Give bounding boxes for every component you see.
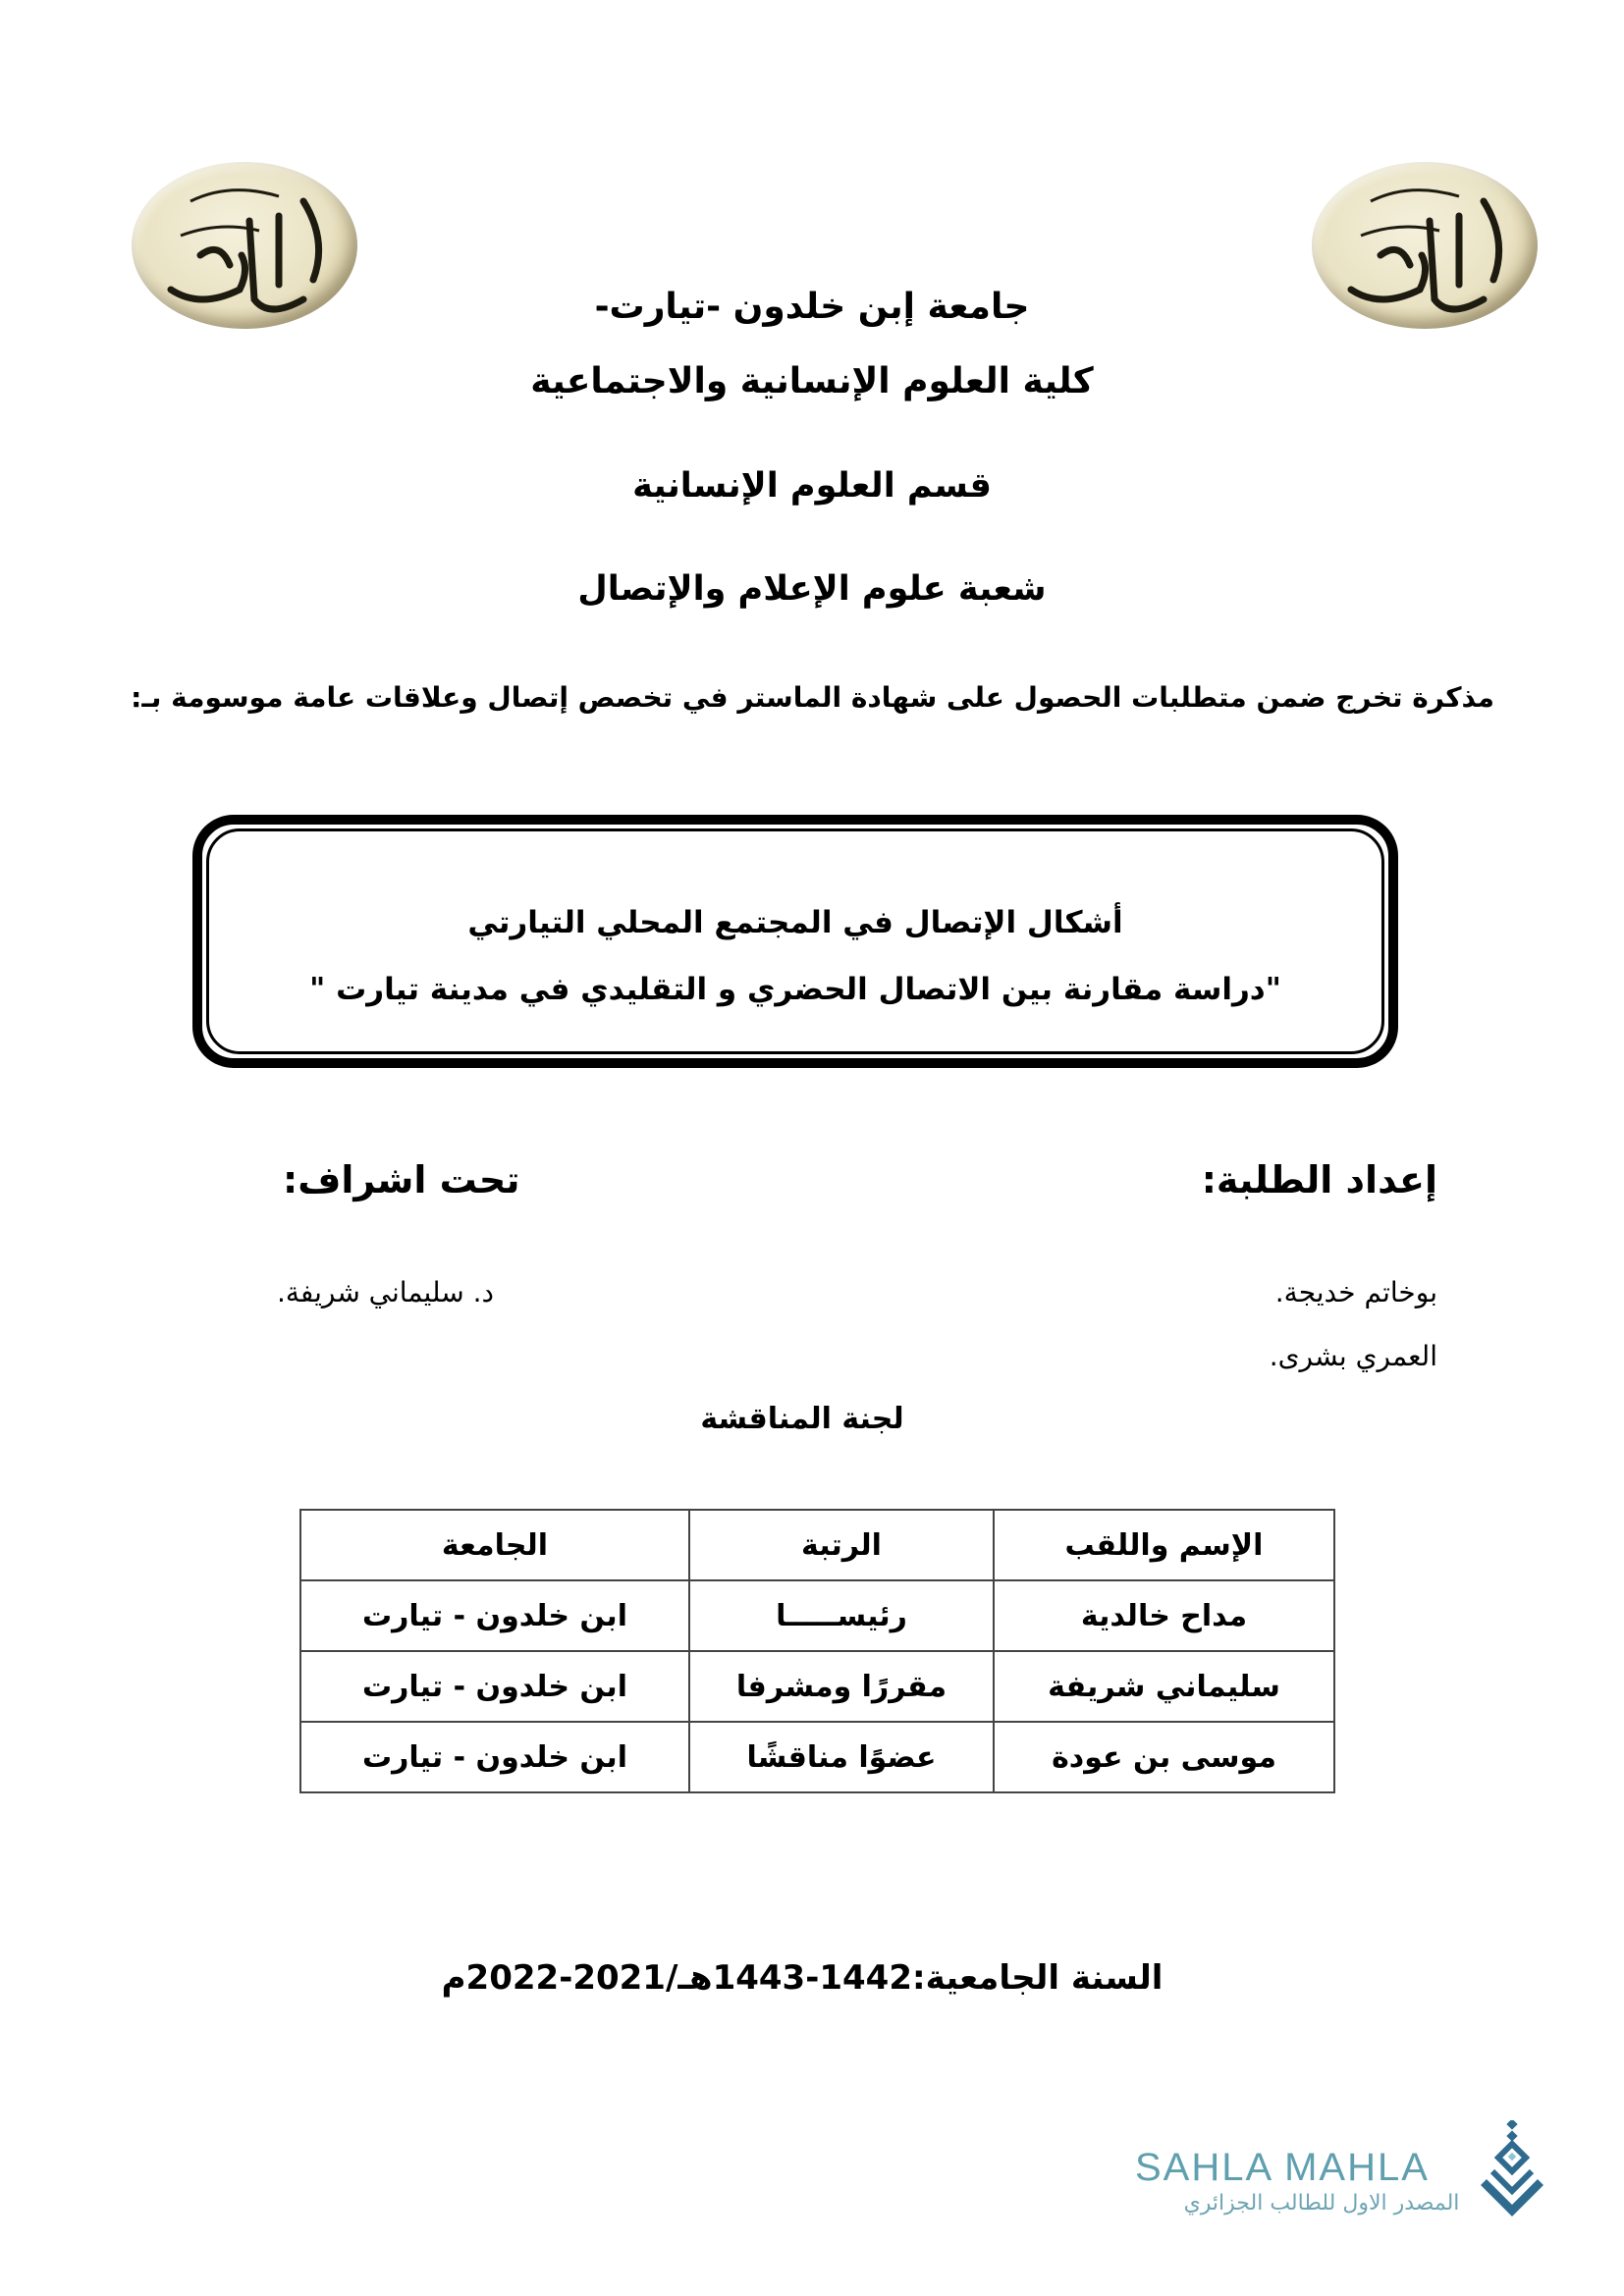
sahla-mahla-tagline: المصدر الاول للطالب الجزائري	[1183, 2191, 1460, 2216]
member-name: مداح خالدية	[994, 1580, 1334, 1651]
supervisor-heading: تحت اشراف:	[283, 1158, 520, 1201]
table-row	[300, 1580, 1334, 1651]
supervisor-name: د. سليماني شريفة.	[277, 1276, 494, 1308]
university-name: جامعة إبن خلدون -تيارت-	[594, 287, 1030, 327]
thesis-subtitle: "دراسة مقارنة بين الاتصال الحضري و التقليدي في مدينة تيارت "	[309, 972, 1281, 1007]
branch-name: شعبة علوم الإعلام والإتصال	[577, 569, 1047, 609]
member-university: ابن خلدون - تيارت	[300, 1651, 689, 1722]
column-header-name: الإسم واللقب	[994, 1510, 1334, 1580]
thesis-title: أشكال الإتصال في المجتمع المحلي التيارتي	[467, 905, 1123, 940]
column-header-rank: الرتبة	[689, 1510, 994, 1580]
thesis-title-box	[192, 815, 1398, 1068]
committee-table	[299, 1509, 1335, 1793]
member-rank: عضوًا مناقشًا	[689, 1722, 994, 1792]
faculty-name: كلية العلوم الإنسانية والاجتماعية	[530, 361, 1094, 401]
member-rank: رئيســـــا	[689, 1580, 994, 1651]
sahla-mahla-brand: SAHLA MAHLA	[1135, 2146, 1430, 2189]
sahla-mahla-logo-icon	[1481, 2120, 1549, 2218]
thesis-intro: مذكرة تخرج ضمن متطلبات الحصول على شهادة الماستر في تخصص إتصال وعلاقات عامة موسومة بـ:	[131, 681, 1494, 714]
table-row	[300, 1651, 1334, 1722]
member-university: ابن خلدون - تيارت	[300, 1722, 689, 1792]
student-name-1: بوخاتم خديجة.	[1274, 1276, 1437, 1308]
member-university: ابن خلدون - تيارت	[300, 1580, 689, 1651]
table-row	[300, 1722, 1334, 1792]
department-name: قسم العلوم الإنسانية	[632, 466, 992, 506]
member-name: موسى بن عودة	[994, 1722, 1334, 1792]
member-rank: مقررًا ومشرفا	[689, 1651, 994, 1722]
member-name: سليماني شريفة	[994, 1651, 1334, 1722]
table-header-row	[300, 1510, 1334, 1580]
academic-year: السنة الجامعية:1442-1443هـ/2021-2022م	[441, 1958, 1164, 1998]
column-header-university: الجامعة	[300, 1510, 689, 1580]
committee-heading: لجنة المناقشة	[700, 1402, 904, 1436]
student-name-2: العمري بشرى.	[1269, 1340, 1437, 1372]
students-heading: إعداد الطلبة:	[1201, 1158, 1437, 1201]
